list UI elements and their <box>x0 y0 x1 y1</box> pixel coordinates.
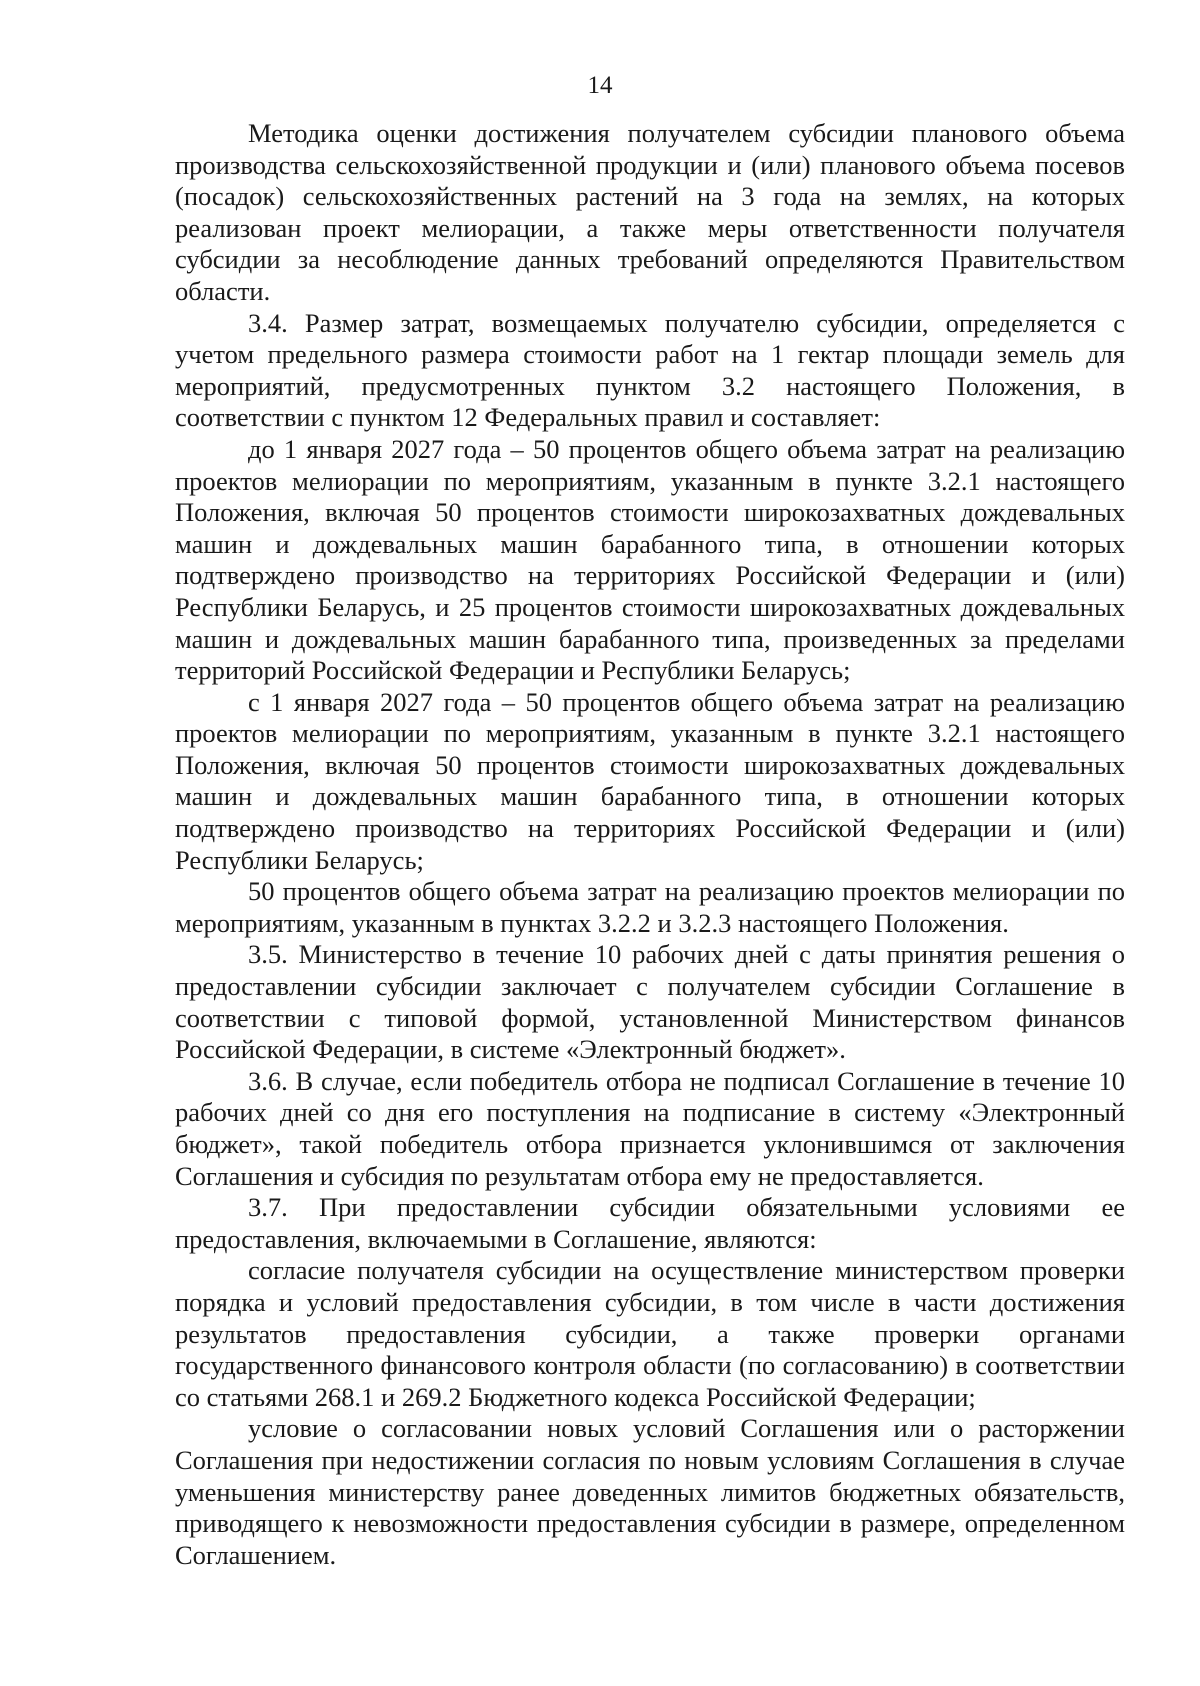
page-number: 14 <box>587 72 613 99</box>
document-body <box>175 118 1125 1571</box>
paragraph-consent: согласие получателя субсидии на осуществление министерством проверки порядка и условий предоставления субсидии, в том числе в части достижения результатов предоставления субсидии, а также проверки органами государственного финансового контроля области (по согласованию) в соответствии со статьями 268.1 и 269.2 Бюджетного кодекса Российской Федерации; <box>175 1255 1125 1412</box>
paragraph-methodology: Методика оценки достижения получателем субсидии планового объема производства сельскохозяйственной продукции и (или) планового объема посевов (посадок) сельскохозяйственных растений на 3 года на землях, на которых реализован проект мелиорации, а также меры ответственности получателя субсидии за несоблюдение данных требований определяются Правительством области. <box>175 118 1125 306</box>
paragraph-3-7: 3.7. При предоставлении субсидии обязательными условиями ее предоставления, включаемыми в Соглашение, являются: <box>175 1192 1125 1254</box>
paragraph-3-5: 3.5. Министерство в течение 10 рабочих дней с даты принятия решения о предоставлении субсидии заключает с получателем субсидии Соглашение в соответствии с типовой формой, установленной Министерством финансов Российской Федерации, в системе «Электронный бюджет». <box>175 939 1125 1065</box>
paragraph-3-4: 3.4. Размер затрат, возмещаемых получателю субсидии, определяется с учетом предельного размера стоимости работ на 1 гектар площади земель для мероприятий, предусмотренных пунктом 3.2 настоящего Положения, в соответствии с пунктом 12 Федеральных правил и составляет: <box>175 307 1125 433</box>
paragraph-50-percent: 50 процентов общего объема затрат на реализацию проектов мелиорации по мероприятиям, указанным в пунктах 3.2.2 и 3.2.3 настоящего Положения. <box>175 876 1125 938</box>
paragraph-3-6: 3.6. В случае, если победитель отбора не подписал Соглашение в течение 10 рабочих дней со дня его поступления на подписание в систему «Электронный бюджет», такой победитель отбора признается уклонившимся от заключения Соглашения и субсидия по результатам отбора ему не предоставляется. <box>175 1065 1125 1191</box>
paragraph-until-2027: до 1 января 2027 года – 50 процентов общего объема затрат на реализацию проектов мелиорации по мероприятиям, указанным в пункте 3.2.1 настоящего Положения, включая 50 процентов стоимости широкозахватных дождевальных машин и дождевальных машин барабанного типа, в отношении которых подтверждено производство на территориях Российской Федерации и (или) Республики Беларусь, и 25 процентов стоимости широкозахватных дождевальных машин и дождевальных машин барабанного типа, произведенных за пределами территорий Российской Федерации и Республики Беларусь; <box>175 433 1125 686</box>
paragraph-from-2027: с 1 января 2027 года – 50 процентов общего объема затрат на реализацию проектов мелиорации по мероприятиям, указанным в пункте 3.2.1 настоящего Положения, включая 50 процентов стоимости широкозахватных дождевальных машин и дождевальных машин барабанного типа, в отношении которых подтверждено производство на территориях Российской Федерации и (или) Республики Беларусь; <box>175 686 1125 875</box>
paragraph-condition: условие о согласовании новых условий Соглашения или о расторжении Соглашения при недостижении согласия по новым условиям Соглашения в случае уменьшения министерству ранее доведенных лимитов бюджетных обязательств, приводящего к невозможности предоставления субсидии в размере, определенном Соглашением. <box>175 1413 1125 1570</box>
